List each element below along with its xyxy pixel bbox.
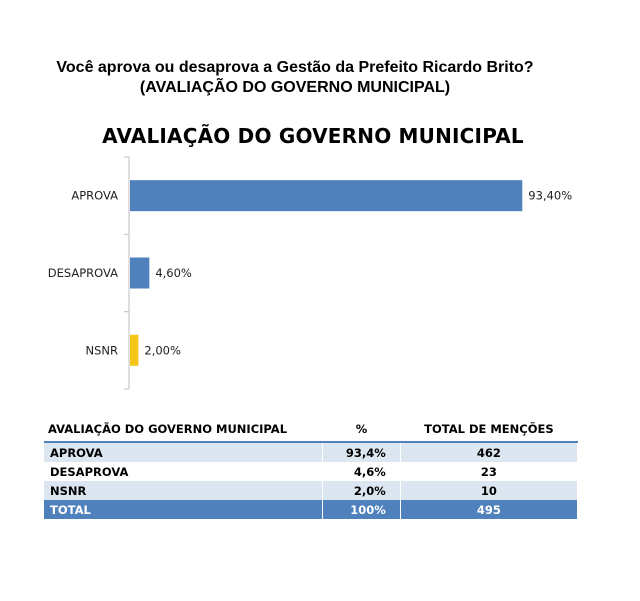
table-total-row (44, 500, 578, 519)
table-row (44, 462, 578, 481)
bar (130, 180, 522, 211)
category-label: NSNR (85, 343, 118, 358)
table-row (44, 481, 578, 500)
total-label: TOTAL (44, 500, 323, 519)
question-subtitle: (AVALIAÇÃO DO GOVERNO MUNICIPAL) (139, 79, 451, 96)
category-label: DESAPROVA (47, 266, 118, 280)
header-evaluation: AVALIAÇÃO DO GOVERNO MUNICIPAL (44, 418, 323, 442)
category-label: APROVA (71, 188, 118, 203)
row-count: 10 (400, 481, 577, 500)
bar (130, 335, 138, 366)
data-label: 2,00% (144, 343, 181, 358)
row-percent: 4,6% (323, 462, 401, 481)
row-label: DESAPROVA (44, 462, 323, 481)
row-label: NSNR (44, 481, 323, 500)
header-total-mentions: TOTAL DE MENÇÕES (400, 418, 577, 442)
bar (130, 258, 149, 289)
table-row (44, 442, 578, 462)
total-count: 495 (400, 500, 577, 519)
header-percent: % (323, 418, 401, 442)
question-text: Você aprova ou desaprova a Gestão da Prefeito Ricardo Brito? (56, 59, 534, 76)
table-header-row (44, 418, 578, 442)
total-percent: 100% (323, 500, 401, 519)
row-percent: 2,0% (323, 481, 401, 500)
row-label: APROVA (44, 442, 323, 462)
row-count: 462 (400, 442, 577, 462)
data-label: 93,40% (528, 188, 573, 203)
row-count: 23 (400, 462, 577, 481)
data-label: 4,60% (155, 266, 192, 280)
summary-table (44, 418, 578, 519)
chart-title: AVALIAÇÃO DO GOVERNO MUNICIPAL (102, 124, 524, 148)
row-percent: 93,4% (323, 442, 401, 462)
